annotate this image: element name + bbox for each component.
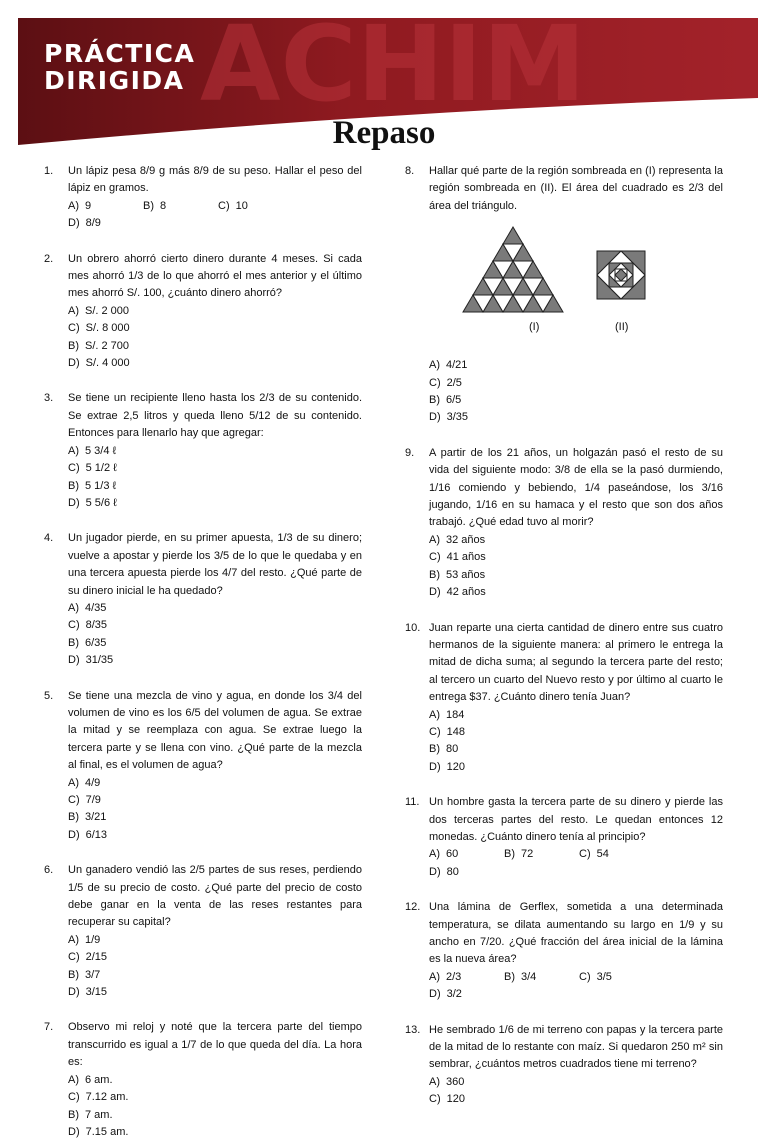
option-letter: A) [68,444,79,457]
question-text: A partir de los 21 años, un holgazán pasó el resto de su vida del siguiente modo: 3/8 de ella se la pasó durmiendo, 1/16 comiendo y bebiendo, 1/4 paseándose, los 3/16 jugando, 1/16 en su hamaca y el resto que son dos años trabajó. ¿Qué edad tuvo al morir? [429,446,723,529]
option-letter: D) [68,496,80,509]
question-text: Se tiene una mezcla de vino y agua, en donde los 3/4 del volumen de vino es los 6/5 del volumen de agua. Se extrae la mitad y se reemplaza con agua. Se extrae luego la tercera parte y se llena con vino. ¿Qué parte de la mezcla al final, es el volumen de agua? [68,689,362,772]
figure-label-1: (I) [529,321,540,334]
option-text: 2/15 [85,951,108,964]
option-b [68,338,223,355]
question-number: 5. [44,689,54,702]
square-figure [597,251,645,299]
option-text: 7.15 am. [85,1125,129,1138]
option-letter: B) [504,970,515,983]
option-letter: C) [579,848,591,861]
triangle-figure [463,227,563,312]
option-b [429,567,584,584]
option-a [429,969,504,986]
option-letter: B) [143,199,154,212]
options [68,1072,362,1141]
question-13 [405,1022,723,1109]
option-text: 60 [446,848,459,861]
option-c [68,320,223,337]
option-text: 3/4 [521,970,537,983]
option-text: 3/21 [85,811,107,824]
option-letter: B) [68,636,79,649]
question-text: Hallar qué parte de la región sombreada en (I) representa la región sombreada en (II). El área del cuadrado es 2/3 del área del triángulo. [429,165,723,212]
question-6 [44,862,362,1001]
question-text: Un obrero ahorró cierto dinero durante 4 meses. Si cada mes ahorró 1/3 de lo que ahorró el mes anterior y el último mes ahorró S/. 100, ¿cuánto dinero ahorró? [68,252,362,300]
option-letter: B) [68,811,79,824]
option-text: 3/15 [85,986,108,999]
option-text: 120 [446,760,465,773]
option-letter: C) [68,619,80,632]
option-letter: C) [429,551,441,564]
option-a [429,1074,584,1091]
option-text: 8/35 [85,619,108,632]
question-text: Observo mi reloj y noté que la tercera parte del tiempo transcurrido es igual a 1/7 de lo que queda del día. La hora es: [68,1021,362,1069]
option-letter: D) [68,654,80,667]
option-d [68,827,223,844]
option-d [68,495,223,512]
option-text: 7 am. [85,1108,113,1121]
option-a [68,303,223,320]
option-letter: C) [68,951,80,964]
options [68,443,362,513]
option-text: 360 [446,1075,465,1088]
figures-svg [429,215,729,357]
question-number: 6. [44,864,54,877]
right-column [405,163,723,1109]
question-figures [429,215,723,357]
option-text: 6/13 [85,828,108,841]
question-number: 8. [405,165,415,177]
option-a [429,357,584,374]
question-9 [405,445,723,602]
options [68,775,362,845]
option-text: 80 [446,865,459,878]
question-text: Una lámina de Gerflex, sometida a una determinada temperatura, se dilata aumentando su largo en 1/9 y su ancho en 7/20. ¿Qué fracción del área inicial de la lámina es la nueva área? [429,901,723,966]
option-text: 6 am. [85,1073,113,1086]
left-column [44,163,362,1141]
option-letter: C) [579,970,591,983]
option-text: 53 años [446,568,486,581]
option-c [429,375,584,392]
option-letter: A) [429,708,440,721]
option-letter: D) [68,217,80,230]
options [429,969,723,1004]
option-letter: C) [218,199,230,212]
brand-title-line2: DIRIGIDA [44,66,185,95]
option-letter: B) [68,479,79,492]
options [68,932,362,1002]
option-c [68,949,223,966]
option-d [429,864,504,881]
question-4 [44,530,362,669]
watermark-letters: ACHIM [200,3,587,125]
option-letter: A) [429,848,440,861]
option-text: 72 [521,848,534,861]
option-d [68,652,223,669]
option-a [429,707,584,724]
option-letter: C) [429,725,441,738]
option-d [68,355,223,372]
option-text: 4/9 [85,776,101,789]
option-letter: D) [68,357,80,370]
option-letter: C) [429,376,441,389]
option-letter: D) [429,865,441,878]
option-letter: C) [68,322,80,335]
question-number: 10. [405,621,421,634]
option-text: S/. 4 000 [85,357,130,370]
option-letter: C) [68,1091,80,1104]
question-5 [44,688,362,845]
question-number: 4. [44,532,54,545]
option-b [504,846,579,863]
option-text: 7/9 [85,794,101,806]
option-b [68,809,223,826]
option-letter: D) [68,828,80,841]
option-letter: D) [429,760,441,773]
option-d [429,986,504,1003]
question-10 [405,620,723,777]
option-d [68,984,223,1001]
option-text: 8 [160,199,167,212]
option-letter: C) [68,794,80,806]
option-letter: A) [68,776,79,789]
option-letter: A) [68,601,79,614]
option-c [429,724,584,741]
options [68,303,362,373]
question-text: Un ganadero vendió las 2/5 partes de sus reses, perdiendo 1/5 de su precio de costo. ¿Qué parte del precio de costo debe ganar en la venta de las reses restantes para recuperar su capital? [68,864,362,929]
option-c [68,1089,223,1106]
option-text: 4/35 [85,601,107,614]
question-number: 1. [44,165,54,177]
option-d [429,759,584,776]
question-2 [44,251,362,373]
brand-title [44,40,195,94]
option-text: 9 [85,199,92,212]
option-b [68,1107,223,1124]
option-text: S/. 8 000 [85,322,130,335]
question-8 [405,163,723,427]
option-a [68,1072,223,1089]
brand-title-line1: PRÁCTICA [44,39,196,68]
options [68,600,362,670]
option-text: 3/2 [446,988,462,1001]
option-letter: A) [429,359,440,372]
option-text: 41 años [446,551,486,564]
question-1 [44,163,362,233]
option-text: 5 1/3 ℓ [85,479,117,492]
option-text: 184 [446,708,465,721]
option-letter: A) [68,199,79,212]
option-text: 3/35 [446,411,469,424]
option-c [579,969,654,986]
option-letter: B) [429,743,440,756]
option-b [429,741,584,758]
option-c [68,617,223,634]
option-text: 5 1/2 ℓ [85,462,117,475]
question-11 [405,794,723,881]
option-b [68,967,223,984]
option-text: 6/5 [446,394,462,407]
option-letter: C) [68,462,80,475]
question-number: 12. [405,901,421,914]
option-text: 120 [446,1093,465,1106]
option-text: 7.12 am. [85,1091,129,1104]
options [429,532,723,602]
option-b [68,478,223,495]
option-letter: B) [429,568,440,581]
option-c [429,1091,584,1108]
options [429,1074,723,1109]
options [429,357,723,427]
option-letter: D) [429,586,441,599]
option-text: 31/35 [85,654,114,667]
question-number: 11. [405,796,420,809]
option-text: 80 [446,743,459,756]
question-number: 7. [44,1021,54,1034]
option-text: 2/3 [446,970,462,983]
option-letter: B) [68,1108,79,1121]
option-letter: D) [68,1125,80,1138]
option-d [68,215,143,232]
option-text: 42 años [446,586,486,599]
option-letter: A) [429,1075,440,1088]
option-letter: A) [429,970,440,983]
options [429,846,723,881]
option-text: 5 3/4 ℓ [85,444,117,457]
option-text: 6/35 [85,636,107,649]
option-text: 10 [235,199,248,212]
option-d [429,409,584,426]
option-a [429,532,584,549]
option-a [429,846,504,863]
option-a [68,775,223,792]
option-letter: A) [68,933,79,946]
option-text: 3/5 [596,970,612,983]
option-letter: B) [429,394,440,407]
option-c [218,198,293,215]
option-letter: D) [429,411,441,424]
option-b [504,969,579,986]
question-text: Se tiene un recipiente lleno hasta los 2/3 de su contenido. Se extrae 2,5 litros y queda lleno 5/12 de su contenido. Entonces para llenarlo hay que agregar: [68,392,362,440]
page-title: Repaso [332,115,436,151]
question-number: 2. [44,252,54,265]
question-number: 3. [44,392,54,405]
question-text: Un hombre gasta la tercera parte de su dinero y pierde las dos terceras partes del resto. Le quedan entonces 12 monedas. ¿Cuánto dinero tenía al principio? [429,796,723,843]
option-text: 4/21 [446,359,468,372]
option-c [68,792,223,809]
question-text: Un jugador pierde, en su primer apuesta, 1/3 de su dinero; vuelve a apostar y pierde los 3/5 de lo que le quedaba y en una tercera apuesta pierde los 4/7 del resto. ¿Qué parte de su dinero inicial le ha quedado? [68,532,362,597]
question-12 [405,899,723,1003]
option-letter: A) [68,304,79,317]
question-number: 13. [405,1023,421,1036]
question-text: Un lápiz pesa 8/9 g más 8/9 de su peso. Hallar el peso del lápiz en gramos. [68,165,362,195]
option-letter: B) [68,339,79,352]
question-7 [44,1019,362,1141]
option-letter: B) [504,848,515,861]
options [429,707,723,777]
option-b [143,198,218,215]
figure-label-2: (II) [615,321,629,334]
option-letter: A) [68,1073,79,1086]
option-text: 32 años [446,533,486,546]
option-text: 54 [596,848,609,861]
option-b [68,635,223,652]
option-text: 148 [446,725,465,738]
option-a [68,600,223,617]
option-a [68,198,143,215]
option-d [68,1124,223,1141]
option-text: 2/5 [446,376,462,389]
option-c [429,549,584,566]
option-letter: C) [429,1093,441,1106]
question-3 [44,390,362,512]
question-text: He sembrado 1/6 de mi terreno con papas y la tercera parte de la mitad de lo restante con maíz. Si quedaron 250 m² sin sembrar, ¿cuántos metros cuadrados tiene mi terreno? [429,1023,723,1071]
question-text: Juan reparte una cierta cantidad de dinero entre sus cuatro hermanos de la siguiente manera: al primero le entrega la mitad de dicha suma; al segundo la tercera parte del resto; al tercero un cuarto del Nuevo resto y por último al cuarto le entrega $37. ¿Cuánto dinero tenía Juan? [429,621,723,704]
option-text: S/. 2 000 [85,304,130,317]
options [68,198,362,233]
option-a [68,443,223,460]
option-text: 3/7 [85,968,101,981]
option-letter: A) [429,533,440,546]
option-a [68,932,223,949]
question-number: 9. [405,446,415,459]
option-text: S/. 2 700 [85,339,130,352]
option-d [429,584,584,601]
option-letter: B) [68,968,79,981]
option-letter: D) [429,988,441,1001]
option-b [429,392,584,409]
option-letter: D) [68,986,80,999]
option-text: 8/9 [85,217,101,230]
option-text: 5 5/6 ℓ [85,496,117,509]
option-c [579,846,654,863]
option-c [68,460,223,477]
option-text: 1/9 [85,933,101,946]
